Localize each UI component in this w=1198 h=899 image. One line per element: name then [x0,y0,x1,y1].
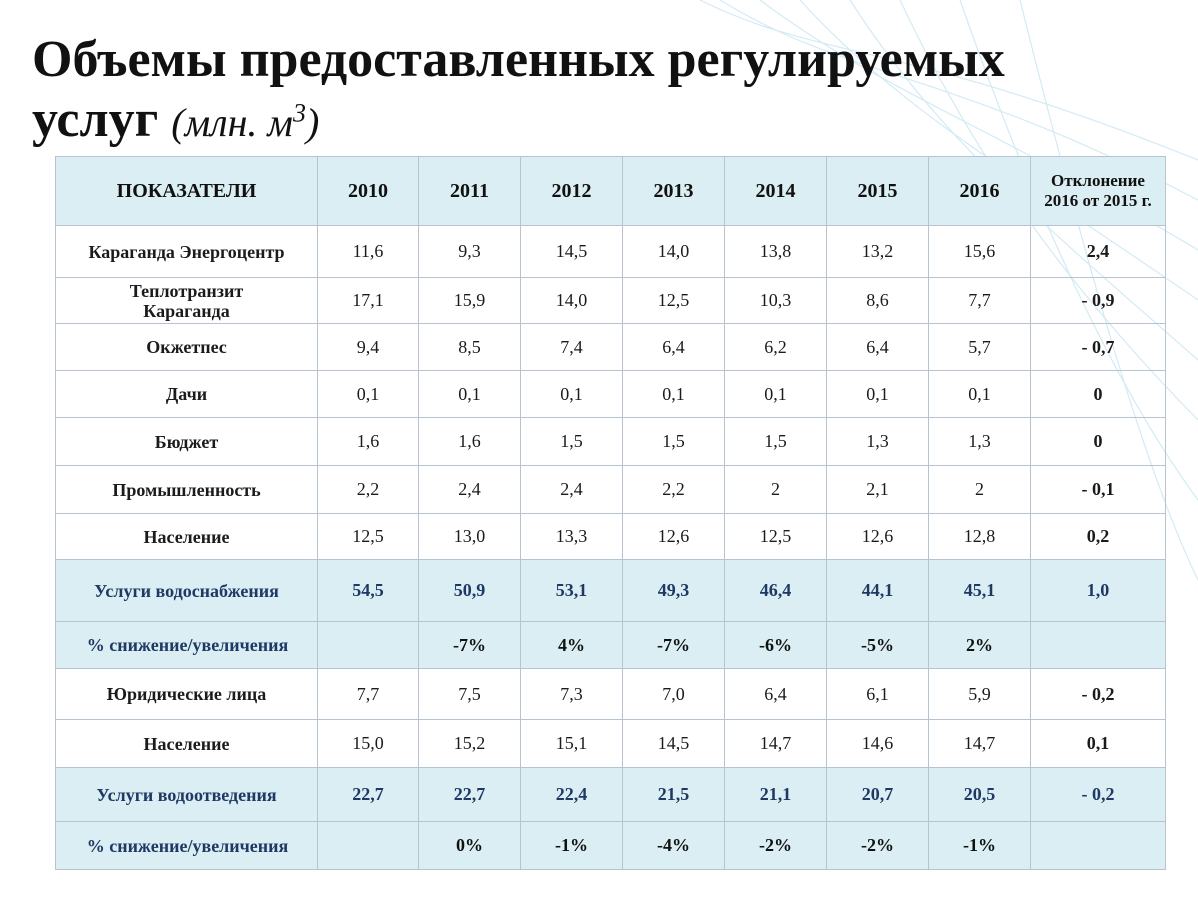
table-cell: 14,6 [827,720,929,768]
row-label-line2: Караганда [143,300,230,321]
table-cell: 5,9 [929,669,1031,720]
deviation-cell: - 0,7 [1031,324,1166,371]
table-cell: 2,2 [623,466,725,514]
row-label: Караганда Энергоцентр [56,226,318,278]
table-row [56,514,1166,560]
header-year: 2014 [725,157,827,226]
table-cell: 22,7 [419,768,521,822]
table-cell: 15,6 [929,226,1031,278]
table-cell: 4% [521,622,623,669]
table-cell: 11,6 [318,226,419,278]
table-cell: 53,1 [521,560,623,622]
table-cell: 1,5 [623,418,725,466]
title-unit-text: (млн. м [171,100,293,145]
table-row [56,720,1166,768]
row-label: Юридические лица [56,669,318,720]
table-cell: 12,6 [827,514,929,560]
table-cell: 1,6 [318,418,419,466]
title-unit-close: ) [305,100,320,145]
deviation-cell: - 0,2 [1031,669,1166,720]
table-row [56,371,1166,418]
table-cell: 2,4 [521,466,623,514]
table-cell: 44,1 [827,560,929,622]
table-cell: 7,3 [521,669,623,720]
table-cell: -6% [725,622,827,669]
table-cell: 14,5 [521,226,623,278]
row-label: Промышленность [56,466,318,514]
table-cell: -2% [725,822,827,870]
row-label-line1: Теплотранзит [129,280,244,301]
header-year: 2011 [419,157,521,226]
table-cell: 45,1 [929,560,1031,622]
table-cell: 7,4 [521,324,623,371]
title-line1: Объемы предоставленных регулируемых [32,31,1005,88]
table-row-percent [56,822,1166,870]
table-cell: 14,0 [521,278,623,324]
table-cell: 6,4 [623,324,725,371]
table-cell: -7% [623,622,725,669]
row-label: Услуги водоотведения [56,768,318,822]
row-label: Услуги водоснабжения [56,560,318,622]
table-cell: 6,2 [725,324,827,371]
table-cell: 14,0 [623,226,725,278]
deviation-cell: 0,2 [1031,514,1166,560]
table-cell: 12,8 [929,514,1031,560]
table-cell: -1% [929,822,1031,870]
header-year: 2013 [623,157,725,226]
table-cell: 14,7 [929,720,1031,768]
table-row-total [56,560,1166,622]
table-row [56,278,1166,324]
table-cell: 6,4 [827,324,929,371]
table-cell: 5,7 [929,324,1031,371]
table-cell: 0,1 [725,371,827,418]
table-cell: 1,3 [929,418,1031,466]
table-cell: 12,6 [623,514,725,560]
table-cell: 50,9 [419,560,521,622]
table-cell: 17,1 [318,278,419,324]
deviation-cell: 0 [1031,371,1166,418]
deviation-cell: 0 [1031,418,1166,466]
table-cell: 2,2 [318,466,419,514]
table-cell: 13,3 [521,514,623,560]
table-cell: 7,5 [419,669,521,720]
table-cell: 49,3 [623,560,725,622]
table-cell [318,822,419,870]
table-row [56,226,1166,278]
table-cell: 15,0 [318,720,419,768]
table-cell: 2,4 [419,466,521,514]
table-row [56,669,1166,720]
table-cell: 22,4 [521,768,623,822]
table-cell: 15,2 [419,720,521,768]
table-cell: 0,1 [827,371,929,418]
row-label: Окжетпес [56,324,318,371]
header-deviation-line2: 2016 от 2015 г. [1044,191,1152,210]
deviation-cell: 0,1 [1031,720,1166,768]
header-year: 2016 [929,157,1031,226]
table-row [56,324,1166,371]
table-cell: 2% [929,622,1031,669]
row-label: Население [56,514,318,560]
header-year: 2012 [521,157,623,226]
table-cell: 8,6 [827,278,929,324]
table-cell: -2% [827,822,929,870]
table-cell: 13,0 [419,514,521,560]
title-unit [171,100,319,145]
table-header-row [56,157,1166,226]
table-row-percent [56,622,1166,669]
row-label: Население [56,720,318,768]
title-line2: услуг [32,91,159,148]
table-row [56,466,1166,514]
table-cell: 1,5 [725,418,827,466]
table-cell: 21,5 [623,768,725,822]
table-row [56,418,1166,466]
table-cell: 0,1 [929,371,1031,418]
table-cell: 0,1 [623,371,725,418]
table-cell: 15,1 [521,720,623,768]
page-title [32,30,1182,153]
services-volume-table [55,156,1166,870]
table-cell: 20,7 [827,768,929,822]
table-cell: 0% [419,822,521,870]
table-cell: 12,5 [318,514,419,560]
table-cell: 1,6 [419,418,521,466]
deviation-cell: - 0,9 [1031,278,1166,324]
table-cell: 0,1 [419,371,521,418]
row-label: % снижение/увеличения [56,622,318,669]
table-cell: 0,1 [318,371,419,418]
deviation-cell [1031,822,1166,870]
table-cell: 14,7 [725,720,827,768]
table-cell [318,622,419,669]
header-deviation-line1: Отклонение [1051,171,1145,190]
table-cell: -1% [521,822,623,870]
table-cell: 2,1 [827,466,929,514]
table-cell: 22,7 [318,768,419,822]
table-cell: 14,5 [623,720,725,768]
table-cell: 46,4 [725,560,827,622]
table-cell: 13,2 [827,226,929,278]
table-cell: 54,5 [318,560,419,622]
table-row-total [56,768,1166,822]
deviation-cell: - 0,1 [1031,466,1166,514]
table-cell: 9,4 [318,324,419,371]
table-cell: -5% [827,622,929,669]
deviation-cell: - 0,2 [1031,768,1166,822]
table-cell: -4% [623,822,725,870]
table-cell: -7% [419,622,521,669]
table-cell: 15,9 [419,278,521,324]
header-year: 2015 [827,157,929,226]
table-cell: 9,3 [419,226,521,278]
header-indicators: ПОКАЗАТЕЛИ [56,157,318,226]
header-year: 2010 [318,157,419,226]
table-cell: 2 [929,466,1031,514]
table-cell: 6,1 [827,669,929,720]
table-cell: 10,3 [725,278,827,324]
row-label: Дачи [56,371,318,418]
table-cell: 8,5 [419,324,521,371]
deviation-cell: 2,4 [1031,226,1166,278]
title-unit-superscript: 3 [292,98,306,128]
deviation-cell: 1,0 [1031,560,1166,622]
table-cell: 13,8 [725,226,827,278]
table-cell: 7,7 [929,278,1031,324]
table-cell: 0,1 [521,371,623,418]
row-label [56,278,318,324]
table-cell: 6,4 [725,669,827,720]
table-cell: 2 [725,466,827,514]
header-deviation [1031,157,1166,226]
table-cell: 1,3 [827,418,929,466]
row-label: % снижение/увеличения [56,822,318,870]
table-cell: 12,5 [725,514,827,560]
table-cell: 7,0 [623,669,725,720]
row-label: Бюджет [56,418,318,466]
table-cell: 7,7 [318,669,419,720]
table-cell: 12,5 [623,278,725,324]
table-cell: 1,5 [521,418,623,466]
table-cell: 21,1 [725,768,827,822]
table-cell: 20,5 [929,768,1031,822]
deviation-cell [1031,622,1166,669]
